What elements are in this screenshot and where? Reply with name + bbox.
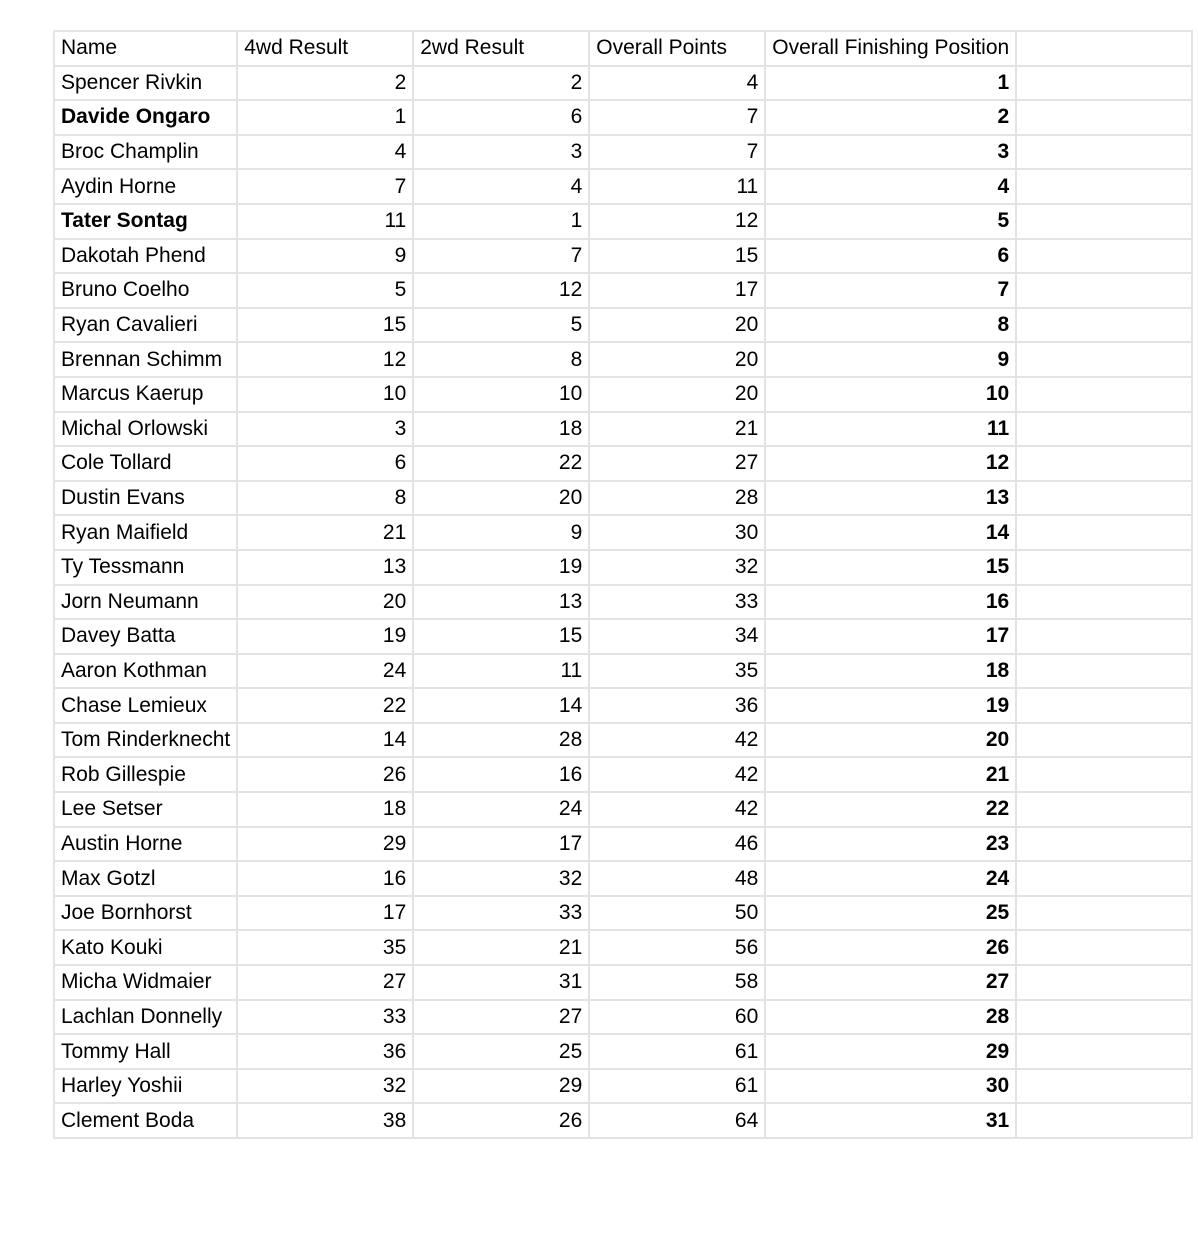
result-2wd-cell[interactable]: 26 bbox=[413, 1103, 589, 1138]
overall-points-cell[interactable]: 20 bbox=[589, 377, 765, 412]
name-cell[interactable]: Ryan Maifield bbox=[54, 515, 237, 550]
name-cell[interactable]: Lee Setser bbox=[54, 792, 237, 827]
table-row bbox=[54, 585, 1192, 620]
table-row bbox=[54, 965, 1192, 1000]
result-4wd-cell[interactable]: 32 bbox=[237, 1069, 413, 1104]
table-row bbox=[54, 515, 1192, 550]
finishing-position-cell[interactable]: 4 bbox=[765, 169, 1016, 204]
finishing-position-cell[interactable]: 20 bbox=[765, 723, 1016, 758]
result-2wd-cell[interactable]: 14 bbox=[413, 688, 589, 723]
name-cell[interactable]: Dustin Evans bbox=[54, 481, 237, 516]
finishing-position-cell[interactable]: 8 bbox=[765, 308, 1016, 343]
finishing-position-cell[interactable]: 15 bbox=[765, 550, 1016, 585]
empty-cell[interactable] bbox=[1016, 1034, 1192, 1069]
result-4wd-cell[interactable]: 14 bbox=[237, 723, 413, 758]
table-row bbox=[54, 827, 1192, 862]
finishing-position-cell[interactable]: 25 bbox=[765, 896, 1016, 931]
finishing-position-cell[interactable]: 23 bbox=[765, 827, 1016, 862]
overall-points-cell[interactable]: 46 bbox=[589, 827, 765, 862]
empty-cell[interactable] bbox=[1016, 446, 1192, 481]
result-2wd-cell[interactable]: 22 bbox=[413, 446, 589, 481]
table-row bbox=[54, 654, 1192, 689]
table-row bbox=[54, 135, 1192, 170]
result-2wd-cell[interactable]: 32 bbox=[413, 861, 589, 896]
overall-points-cell[interactable]: 42 bbox=[589, 723, 765, 758]
finishing-position-cell[interactable]: 28 bbox=[765, 1000, 1016, 1035]
name-cell[interactable]: Tommy Hall bbox=[54, 1034, 237, 1069]
table-row bbox=[54, 861, 1192, 896]
overall-points-cell[interactable]: 48 bbox=[589, 861, 765, 896]
name-cell[interactable]: Bruno Coelho bbox=[54, 273, 237, 308]
result-2wd-cell[interactable]: 12 bbox=[413, 273, 589, 308]
overall-points-cell[interactable]: 30 bbox=[589, 515, 765, 550]
table-row bbox=[54, 896, 1192, 931]
name-cell[interactable]: Davide Ongaro bbox=[54, 100, 237, 135]
result-4wd-cell[interactable]: 21 bbox=[237, 515, 413, 550]
overall-points-cell[interactable]: 60 bbox=[589, 1000, 765, 1035]
name-cell[interactable]: Davey Batta bbox=[54, 619, 237, 654]
finishing-position-cell[interactable]: 10 bbox=[765, 377, 1016, 412]
empty-cell[interactable] bbox=[1016, 204, 1192, 239]
result-2wd-cell[interactable]: 11 bbox=[413, 654, 589, 689]
empty-cell[interactable] bbox=[1016, 273, 1192, 308]
table-row bbox=[54, 1069, 1192, 1104]
result-4wd-cell[interactable]: 33 bbox=[237, 1000, 413, 1035]
finishing-position-cell[interactable]: 26 bbox=[765, 930, 1016, 965]
table-row bbox=[54, 688, 1192, 723]
table-row bbox=[54, 273, 1192, 308]
empty-cell[interactable] bbox=[1016, 169, 1192, 204]
result-4wd-cell[interactable]: 17 bbox=[237, 896, 413, 931]
overall-points-cell[interactable]: 15 bbox=[589, 239, 765, 274]
overall-points-cell[interactable]: 64 bbox=[589, 1103, 765, 1138]
empty-cell[interactable] bbox=[1016, 827, 1192, 862]
empty-cell[interactable] bbox=[1016, 1000, 1192, 1035]
empty-cell[interactable] bbox=[1016, 757, 1192, 792]
overall-points-cell[interactable]: 35 bbox=[589, 654, 765, 689]
table-row bbox=[54, 308, 1192, 343]
result-2wd-cell[interactable]: 31 bbox=[413, 965, 589, 1000]
name-cell[interactable]: Austin Horne bbox=[54, 827, 237, 862]
result-4wd-cell[interactable]: 29 bbox=[237, 827, 413, 862]
result-4wd-cell[interactable]: 7 bbox=[237, 169, 413, 204]
name-cell[interactable]: Broc Champlin bbox=[54, 135, 237, 170]
result-2wd-cell[interactable]: 29 bbox=[413, 1069, 589, 1104]
empty-cell[interactable] bbox=[1016, 792, 1192, 827]
empty-cell[interactable] bbox=[1016, 515, 1192, 550]
empty-cell[interactable] bbox=[1016, 308, 1192, 343]
name-cell[interactable]: Rob Gillespie bbox=[54, 757, 237, 792]
result-4wd-cell[interactable]: 27 bbox=[237, 965, 413, 1000]
result-4wd-cell[interactable]: 20 bbox=[237, 585, 413, 620]
finishing-position-cell[interactable]: 1 bbox=[765, 66, 1016, 101]
result-2wd-cell[interactable]: 27 bbox=[413, 1000, 589, 1035]
finishing-position-cell[interactable]: 7 bbox=[765, 273, 1016, 308]
overall-points-cell[interactable]: 36 bbox=[589, 688, 765, 723]
name-cell[interactable]: Kato Kouki bbox=[54, 930, 237, 965]
empty-cell[interactable] bbox=[1016, 861, 1192, 896]
result-2wd-cell[interactable]: 6 bbox=[413, 100, 589, 135]
name-cell[interactable]: Micha Widmaier bbox=[54, 965, 237, 1000]
result-4wd-cell[interactable]: 24 bbox=[237, 654, 413, 689]
overall-points-cell[interactable]: 42 bbox=[589, 792, 765, 827]
overall-points-cell[interactable]: 4 bbox=[589, 66, 765, 101]
table-row bbox=[54, 1000, 1192, 1035]
table-row bbox=[54, 619, 1192, 654]
header-overall-finishing-position[interactable]: Overall Finishing Position bbox=[765, 31, 1016, 66]
empty-header-cell[interactable] bbox=[1016, 31, 1192, 66]
result-4wd-cell[interactable]: 11 bbox=[237, 204, 413, 239]
finishing-position-cell[interactable]: 22 bbox=[765, 792, 1016, 827]
result-4wd-cell[interactable]: 13 bbox=[237, 550, 413, 585]
overall-points-cell[interactable]: 33 bbox=[589, 585, 765, 620]
finishing-position-cell[interactable]: 12 bbox=[765, 446, 1016, 481]
finishing-position-cell[interactable]: 27 bbox=[765, 965, 1016, 1000]
result-4wd-cell[interactable]: 4 bbox=[237, 135, 413, 170]
results-body bbox=[54, 66, 1192, 1138]
table-row bbox=[54, 342, 1192, 377]
overall-points-cell[interactable]: 17 bbox=[589, 273, 765, 308]
table-row bbox=[54, 550, 1192, 585]
overall-points-cell[interactable]: 11 bbox=[589, 169, 765, 204]
result-2wd-cell[interactable]: 13 bbox=[413, 585, 589, 620]
result-4wd-cell[interactable]: 3 bbox=[237, 412, 413, 447]
finishing-position-cell[interactable]: 11 bbox=[765, 412, 1016, 447]
table-row bbox=[54, 239, 1192, 274]
result-4wd-cell[interactable]: 1 bbox=[237, 100, 413, 135]
result-2wd-cell[interactable]: 9 bbox=[413, 515, 589, 550]
empty-cell[interactable] bbox=[1016, 550, 1192, 585]
overall-points-cell[interactable]: 27 bbox=[589, 446, 765, 481]
overall-points-cell[interactable]: 7 bbox=[589, 100, 765, 135]
result-2wd-cell[interactable]: 28 bbox=[413, 723, 589, 758]
finishing-position-cell[interactable]: 6 bbox=[765, 239, 1016, 274]
empty-cell[interactable] bbox=[1016, 377, 1192, 412]
result-4wd-cell[interactable]: 10 bbox=[237, 377, 413, 412]
finishing-position-cell[interactable]: 9 bbox=[765, 342, 1016, 377]
result-2wd-cell[interactable]: 1 bbox=[413, 204, 589, 239]
overall-points-cell[interactable]: 20 bbox=[589, 342, 765, 377]
name-cell[interactable]: Tater Sontag bbox=[54, 204, 237, 239]
finishing-position-cell[interactable]: 3 bbox=[765, 135, 1016, 170]
result-4wd-cell[interactable]: 16 bbox=[237, 861, 413, 896]
name-cell[interactable]: Ty Tessmann bbox=[54, 550, 237, 585]
result-2wd-cell[interactable]: 16 bbox=[413, 757, 589, 792]
result-4wd-cell[interactable]: 35 bbox=[237, 930, 413, 965]
header-name[interactable]: Name bbox=[54, 31, 237, 66]
result-2wd-cell[interactable]: 5 bbox=[413, 308, 589, 343]
result-2wd-cell[interactable]: 4 bbox=[413, 169, 589, 204]
finishing-position-cell[interactable]: 17 bbox=[765, 619, 1016, 654]
empty-cell[interactable] bbox=[1016, 100, 1192, 135]
overall-points-cell[interactable]: 7 bbox=[589, 135, 765, 170]
empty-cell[interactable] bbox=[1016, 342, 1192, 377]
overall-points-cell[interactable]: 61 bbox=[589, 1034, 765, 1069]
empty-cell[interactable] bbox=[1016, 723, 1192, 758]
overall-points-cell[interactable]: 28 bbox=[589, 481, 765, 516]
name-cell[interactable]: Max Gotzl bbox=[54, 861, 237, 896]
name-cell[interactable]: Chase Lemieux bbox=[54, 688, 237, 723]
header-2wd-result[interactable]: 2wd Result bbox=[413, 31, 589, 66]
result-2wd-cell[interactable]: 24 bbox=[413, 792, 589, 827]
empty-cell[interactable] bbox=[1016, 965, 1192, 1000]
name-cell[interactable]: Aaron Kothman bbox=[54, 654, 237, 689]
table-row bbox=[54, 412, 1192, 447]
overall-points-cell[interactable]: 12 bbox=[589, 204, 765, 239]
table-row bbox=[54, 1034, 1192, 1069]
finishing-position-cell[interactable]: 5 bbox=[765, 204, 1016, 239]
result-4wd-cell[interactable]: 38 bbox=[237, 1103, 413, 1138]
name-cell[interactable]: Ryan Cavalieri bbox=[54, 308, 237, 343]
table-row bbox=[54, 100, 1192, 135]
header-overall-points[interactable]: Overall Points bbox=[589, 31, 765, 66]
overall-points-cell[interactable]: 50 bbox=[589, 896, 765, 931]
result-2wd-cell[interactable]: 17 bbox=[413, 827, 589, 862]
name-cell[interactable]: Tom Rinderknecht bbox=[54, 723, 237, 758]
overall-points-cell[interactable]: 32 bbox=[589, 550, 765, 585]
name-cell[interactable]: Cole Tollard bbox=[54, 446, 237, 481]
result-4wd-cell[interactable]: 36 bbox=[237, 1034, 413, 1069]
empty-cell[interactable] bbox=[1016, 66, 1192, 101]
name-cell[interactable]: Marcus Kaerup bbox=[54, 377, 237, 412]
result-4wd-cell[interactable]: 9 bbox=[237, 239, 413, 274]
result-4wd-cell[interactable]: 2 bbox=[237, 66, 413, 101]
finishing-position-cell[interactable]: 13 bbox=[765, 481, 1016, 516]
result-2wd-cell[interactable]: 8 bbox=[413, 342, 589, 377]
empty-cell[interactable] bbox=[1016, 135, 1192, 170]
table-row bbox=[54, 204, 1192, 239]
result-2wd-cell[interactable]: 2 bbox=[413, 66, 589, 101]
result-2wd-cell[interactable]: 20 bbox=[413, 481, 589, 516]
name-cell[interactable]: Aydin Horne bbox=[54, 169, 237, 204]
finishing-position-cell[interactable]: 31 bbox=[765, 1103, 1016, 1138]
table-row bbox=[54, 377, 1192, 412]
name-cell[interactable]: Lachlan Donnelly bbox=[54, 1000, 237, 1035]
overall-points-cell[interactable]: 42 bbox=[589, 757, 765, 792]
finishing-position-cell[interactable]: 2 bbox=[765, 100, 1016, 135]
empty-cell[interactable] bbox=[1016, 1069, 1192, 1104]
overall-points-cell[interactable]: 20 bbox=[589, 308, 765, 343]
finishing-position-cell[interactable]: 18 bbox=[765, 654, 1016, 689]
name-cell[interactable]: Harley Yoshii bbox=[54, 1069, 237, 1104]
overall-points-cell[interactable]: 34 bbox=[589, 619, 765, 654]
header-row bbox=[54, 31, 1192, 66]
finishing-position-cell[interactable]: 30 bbox=[765, 1069, 1016, 1104]
name-cell[interactable]: Joe Bornhorst bbox=[54, 896, 237, 931]
empty-cell[interactable] bbox=[1016, 896, 1192, 931]
result-4wd-cell[interactable]: 12 bbox=[237, 342, 413, 377]
table-row bbox=[54, 757, 1192, 792]
result-2wd-cell[interactable]: 33 bbox=[413, 896, 589, 931]
result-2wd-cell[interactable]: 10 bbox=[413, 377, 589, 412]
overall-points-cell[interactable]: 56 bbox=[589, 930, 765, 965]
empty-cell[interactable] bbox=[1016, 619, 1192, 654]
table-row bbox=[54, 723, 1192, 758]
finishing-position-cell[interactable]: 16 bbox=[765, 585, 1016, 620]
name-cell[interactable]: Dakotah Phend bbox=[54, 239, 237, 274]
table-row bbox=[54, 66, 1192, 101]
result-4wd-cell[interactable]: 18 bbox=[237, 792, 413, 827]
result-4wd-cell[interactable]: 19 bbox=[237, 619, 413, 654]
result-2wd-cell[interactable]: 15 bbox=[413, 619, 589, 654]
name-cell[interactable]: Jorn Neumann bbox=[54, 585, 237, 620]
result-4wd-cell[interactable]: 5 bbox=[237, 273, 413, 308]
header-4wd-result[interactable]: 4wd Result bbox=[237, 31, 413, 66]
finishing-position-cell[interactable]: 21 bbox=[765, 757, 1016, 792]
table-row bbox=[54, 792, 1192, 827]
result-4wd-cell[interactable]: 15 bbox=[237, 308, 413, 343]
empty-cell[interactable] bbox=[1016, 930, 1192, 965]
result-2wd-cell[interactable]: 18 bbox=[413, 412, 589, 447]
name-cell[interactable]: Brennan Schimm bbox=[54, 342, 237, 377]
result-4wd-cell[interactable]: 6 bbox=[237, 446, 413, 481]
empty-cell[interactable] bbox=[1016, 481, 1192, 516]
results-table bbox=[53, 30, 1193, 1139]
result-4wd-cell[interactable]: 22 bbox=[237, 688, 413, 723]
empty-cell[interactable] bbox=[1016, 412, 1192, 447]
result-2wd-cell[interactable]: 25 bbox=[413, 1034, 589, 1069]
result-2wd-cell[interactable]: 7 bbox=[413, 239, 589, 274]
overall-points-cell[interactable]: 61 bbox=[589, 1069, 765, 1104]
finishing-position-cell[interactable]: 29 bbox=[765, 1034, 1016, 1069]
table-row bbox=[54, 481, 1192, 516]
result-2wd-cell[interactable]: 3 bbox=[413, 135, 589, 170]
empty-cell[interactable] bbox=[1016, 585, 1192, 620]
empty-cell[interactable] bbox=[1016, 688, 1192, 723]
empty-cell[interactable] bbox=[1016, 239, 1192, 274]
name-cell[interactable]: Michal Orlowski bbox=[54, 412, 237, 447]
finishing-position-cell[interactable]: 19 bbox=[765, 688, 1016, 723]
name-cell[interactable]: Spencer Rivkin bbox=[54, 66, 237, 101]
table-row bbox=[54, 1103, 1192, 1138]
finishing-position-cell[interactable]: 24 bbox=[765, 861, 1016, 896]
table-row bbox=[54, 930, 1192, 965]
overall-points-cell[interactable]: 58 bbox=[589, 965, 765, 1000]
empty-cell[interactable] bbox=[1016, 654, 1192, 689]
result-4wd-cell[interactable]: 8 bbox=[237, 481, 413, 516]
overall-points-cell[interactable]: 21 bbox=[589, 412, 765, 447]
result-4wd-cell[interactable]: 26 bbox=[237, 757, 413, 792]
finishing-position-cell[interactable]: 14 bbox=[765, 515, 1016, 550]
name-cell[interactable]: Clement Boda bbox=[54, 1103, 237, 1138]
table-row bbox=[54, 169, 1192, 204]
result-2wd-cell[interactable]: 21 bbox=[413, 930, 589, 965]
result-2wd-cell[interactable]: 19 bbox=[413, 550, 589, 585]
table-row bbox=[54, 446, 1192, 481]
empty-cell[interactable] bbox=[1016, 1103, 1192, 1138]
